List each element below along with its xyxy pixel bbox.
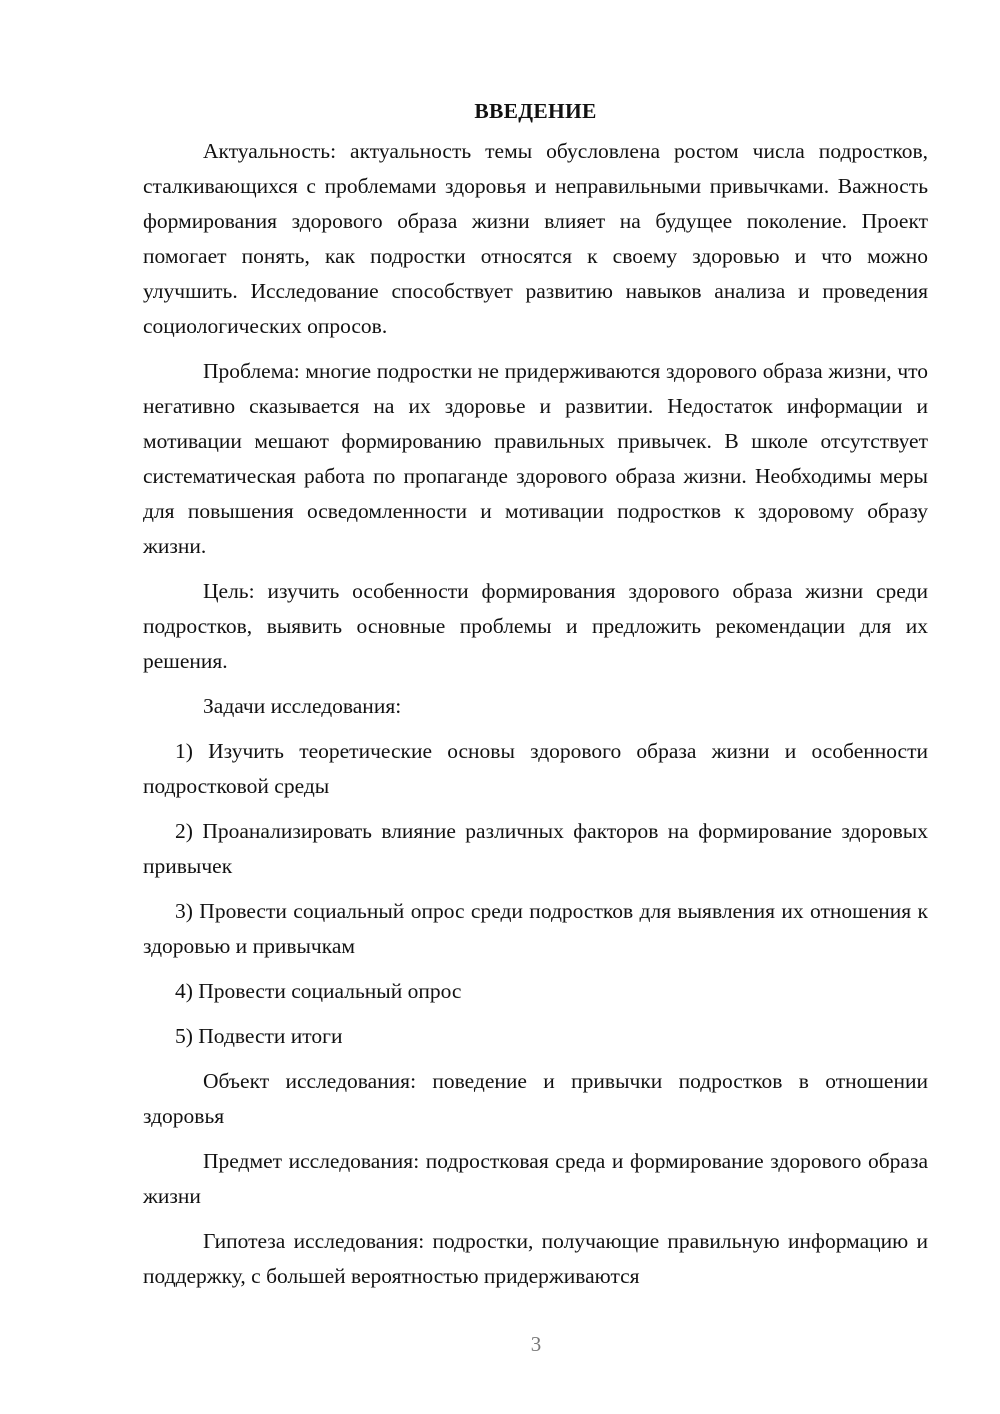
task-item-5: 5) Подвести итоги: [175, 1024, 343, 1048]
paragraph-object: Объект исследования: поведение и привычки подростков в отношении здоровья: [143, 1069, 928, 1128]
task-item-4: 4) Провести социальный опрос: [175, 979, 462, 1003]
page-content: [143, 94, 928, 1304]
paragraph-tasks-heading: Задачи исследования:: [203, 694, 402, 718]
paragraph-hypothesis: Гипотеза исследования: подростки, получающие правильную информацию и поддержку, с большей вероятностью придерживаются: [143, 1229, 928, 1288]
paragraph-goal: Цель: изучить особенности формирования здорового образа жизни среди подростков, выявить основные проблемы и предложить рекомендации для их решения.: [143, 579, 928, 673]
task-item-2: 2) Проанализировать влияние различных факторов на формирование здоровых привычек: [143, 819, 928, 878]
page-title: ВВЕДЕНИЕ: [474, 99, 597, 123]
paragraph-relevance: Актуальность: актуальность темы обусловлена ростом числа подростков, сталкивающихся с проблемами здоровья и неправильными привычками. Важность формирования здорового образа жизни влияет на будущее поколение. Проект помогает понять, как подростки относятся к своему здоровью и что можно улучшить. Исследование способствует развитию навыков анализа и проведения социологических опросов.: [143, 139, 928, 338]
paragraph-problem: Проблема: многие подростки не придерживаются здорового образа жизни, что негативно сказывается на их здоровье и развитии. Недостаток информации и мотивации мешают формированию правильных привычек. В школе отсутствует систематическая работа по пропаганде здорового образа жизни. Необходимы меры для повышения осведомленности и мотивации подростков к здоровому образу жизни.: [143, 359, 928, 558]
page-number: 3: [530, 1332, 542, 1356]
task-item-3: 3) Провести социальный опрос среди подростков для выявления их отношения к здоровью и привычкам: [143, 899, 928, 958]
task-item-1: 1) Изучить теоретические основы здорового образа жизни и особенности подростковой среды: [143, 739, 928, 798]
paragraph-subject: Предмет исследования: подростковая среда и формирование здорового образа жизни: [143, 1149, 928, 1208]
